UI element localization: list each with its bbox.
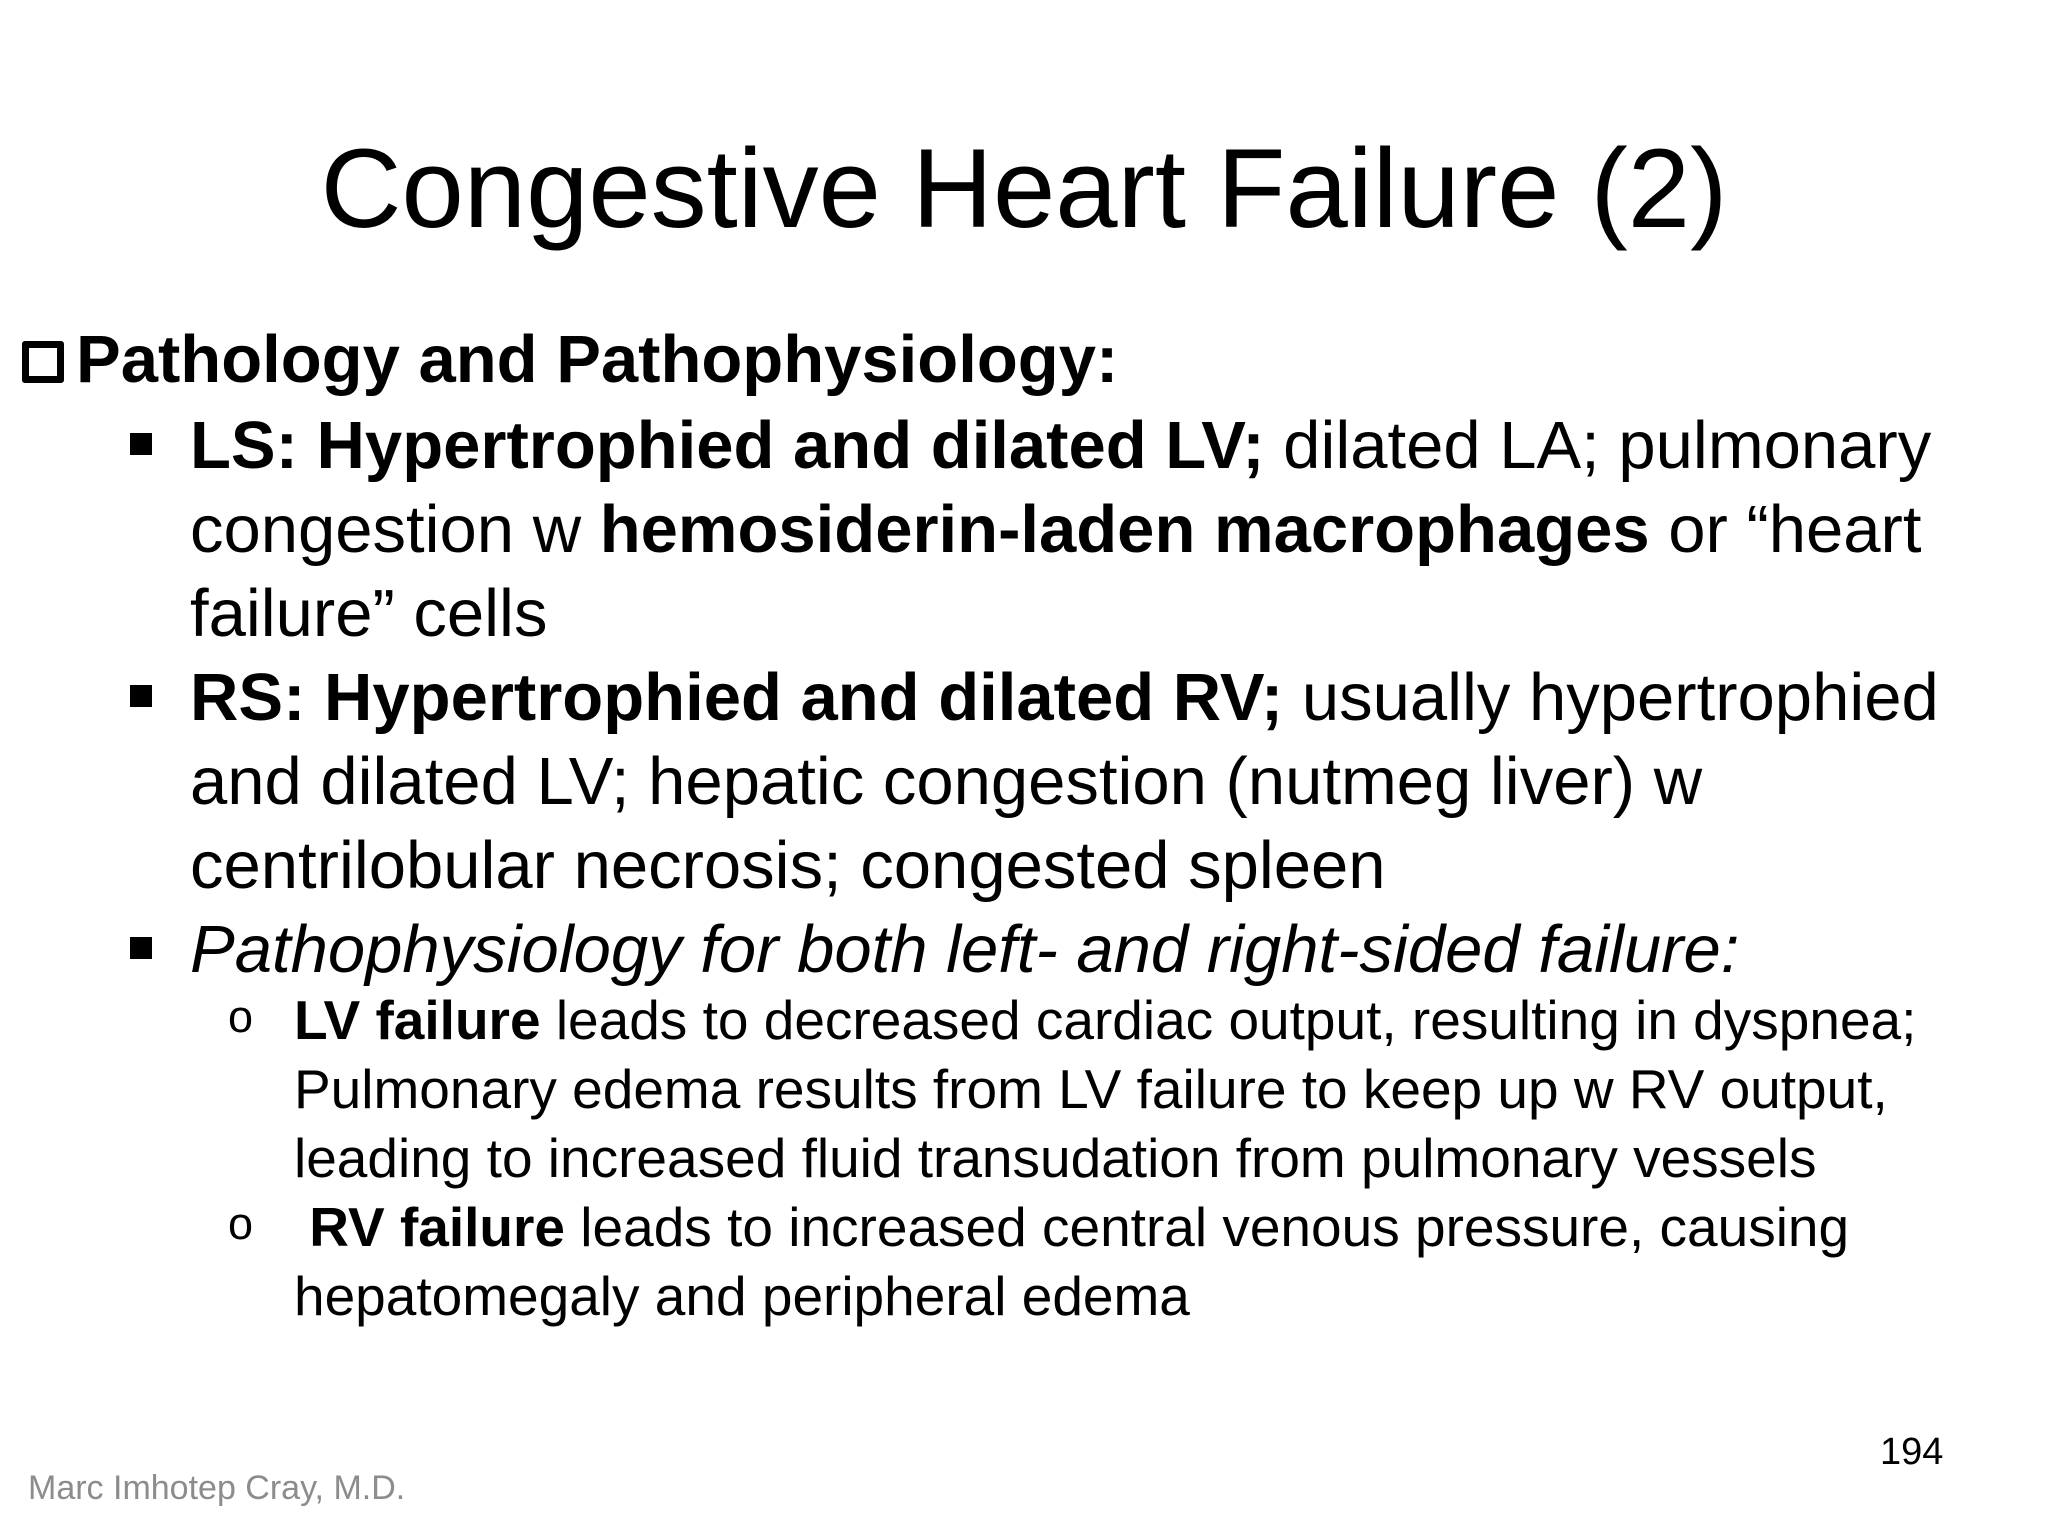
square-bullet-icon xyxy=(130,685,152,707)
slide-title: Congestive Heart Failure (2) xyxy=(320,126,1728,251)
bullet-left-sided-text: dilated LA; pulmonary congestion w xyxy=(190,408,1932,567)
checkbox-icon xyxy=(22,341,64,383)
bullet-left-sided-text-2: or “heart failure” cells xyxy=(190,492,1922,651)
page-number: 194 xyxy=(1880,1431,1944,1473)
bullet-pathophysiology-text: Pathophysiology for both left- and right-sided failure: xyxy=(190,912,1740,987)
bullet-left-sided-bold: LS: Hypertrophied and dilated LV; xyxy=(190,408,1265,483)
author-footer: Marc Imhotep Cray, M.D. xyxy=(28,1469,406,1507)
bullet-left-sided xyxy=(190,404,2030,656)
sub-bullet-rv-failure-text: leads to increased central venous pressure, causing hepatomegaly and peripheral edema xyxy=(294,1196,1850,1327)
bullet-right-sided xyxy=(190,656,2030,908)
sub-bullet-lv-failure-text: leads to decreased cardiac output, resulting in dyspnea; Pulmonary edema results from LV failure to keep up w RV output, leading to increased fluid transudation from pulmonary vessels xyxy=(294,989,1917,1189)
square-bullet-icon xyxy=(130,433,152,455)
sub-bullet-rv-failure xyxy=(228,1193,2014,1331)
bullet-left-sided-bold-2: hemosiderin-laden macrophages xyxy=(599,492,1650,567)
section-heading-label: Pathology and Pathophysiology: xyxy=(76,322,1119,397)
bullet-pathophysiology xyxy=(190,908,2030,992)
bullet-right-sided-text: usually hypertrophied and dilated LV; hepatic congestion (nutmeg liver) w centrilobular necrosis; congested spleen xyxy=(190,660,1939,903)
square-bullet-icon xyxy=(130,937,152,959)
section-heading xyxy=(22,320,1118,400)
circle-bullet-marker: o xyxy=(228,991,254,1042)
sub-bullet-lv-failure-bold: LV failure xyxy=(294,989,541,1051)
sub-bullet-lv-failure xyxy=(228,986,2014,1193)
bullet-right-sided-bold: RS: Hypertrophied and dilated RV; xyxy=(190,660,1284,735)
circle-bullet-marker: o xyxy=(228,1198,254,1249)
sub-bullet-rv-failure-bold: RV failure xyxy=(294,1196,566,1258)
